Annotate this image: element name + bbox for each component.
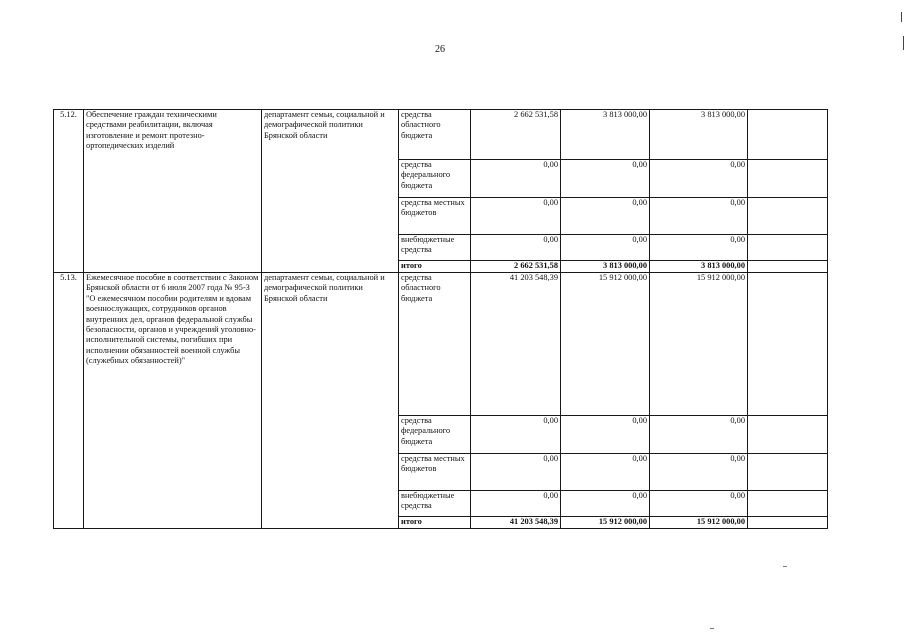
amount-year-2: 15 912 000,00 xyxy=(561,273,650,416)
row-index: 5.12. xyxy=(54,110,84,273)
amount-year-1: 41 203 548,39 xyxy=(471,273,561,416)
amount-year-2: 0,00 xyxy=(561,454,650,491)
empty-cell xyxy=(748,261,828,273)
amount-year-2: 0,00 xyxy=(561,198,650,235)
amount-year-3: 0,00 xyxy=(650,416,748,454)
row-index: 5.13. xyxy=(54,273,84,529)
amount-year-2: 0,00 xyxy=(561,491,650,517)
amount-year-1: 0,00 xyxy=(471,416,561,454)
empty-cell xyxy=(748,110,828,160)
funding-source: внебюджетные средства xyxy=(399,491,471,517)
measure-name: Ежемесячное пособие в соответствии с Законом Брянской области от 6 июля 2007 года № 95-З "О ежемесячном пособии родителям и вдовам военнослужащих, сотрудников органов внутренних дел, органов федеральной службы безопасности, органов и учреждений уголовно-исполнительной системы, погибших при исполнении обязанностей военной службы (служебных обязанностей)" xyxy=(84,273,262,529)
total-year-3: 3 813 000,00 xyxy=(650,261,748,273)
empty-cell xyxy=(748,198,828,235)
amount-year-1: 0,00 xyxy=(471,160,561,198)
funding-source: средства федерального бюджета xyxy=(399,416,471,454)
amount-year-1: 0,00 xyxy=(471,454,561,491)
total-year-1: 41 203 548,39 xyxy=(471,517,561,529)
amount-year-3: 0,00 xyxy=(650,160,748,198)
executor-name: департамент семьи, социальной и демографической политики Брянской области xyxy=(262,110,399,273)
amount-year-3: 15 912 000,00 xyxy=(650,273,748,416)
measure-name: Обеспечение граждан техническими средствами реабилитации, включая изготовление и ремонт протезно-ортопедических изделий xyxy=(84,110,262,273)
funding-source: средства местных бюджетов xyxy=(399,454,471,491)
empty-cell xyxy=(748,517,828,529)
total-label: итого xyxy=(399,517,471,529)
empty-cell xyxy=(748,235,828,261)
amount-year-1: 0,00 xyxy=(471,491,561,517)
total-year-2: 15 912 000,00 xyxy=(561,517,650,529)
amount-year-3: 0,00 xyxy=(650,491,748,517)
empty-cell xyxy=(748,491,828,517)
amount-year-3: 3 813 000,00 xyxy=(650,110,748,160)
empty-cell xyxy=(748,416,828,454)
table-row xyxy=(54,273,828,416)
amount-year-2: 0,00 xyxy=(561,235,650,261)
amount-year-1: 2 662 531,58 xyxy=(471,110,561,160)
empty-cell xyxy=(748,273,828,416)
table-row xyxy=(54,110,828,160)
funding-table xyxy=(53,109,828,529)
scan-speck xyxy=(783,566,787,567)
empty-cell xyxy=(748,454,828,491)
scan-edge-mark xyxy=(901,12,902,22)
amount-year-3: 0,00 xyxy=(650,198,748,235)
amount-year-1: 0,00 xyxy=(471,198,561,235)
amount-year-3: 0,00 xyxy=(650,235,748,261)
funding-source: средства федерального бюджета xyxy=(399,160,471,198)
amount-year-2: 0,00 xyxy=(561,416,650,454)
amount-year-2: 0,00 xyxy=(561,160,650,198)
scan-speck xyxy=(710,628,714,629)
amount-year-2: 3 813 000,00 xyxy=(561,110,650,160)
amount-year-3: 0,00 xyxy=(650,454,748,491)
scan-edge-mark xyxy=(903,36,904,50)
empty-cell xyxy=(748,160,828,198)
funding-source: средства местных бюджетов xyxy=(399,198,471,235)
executor-name: департамент семьи, социальной и демографической политики Брянской области xyxy=(262,273,399,529)
page-number: 26 xyxy=(435,44,445,55)
funding-source: внебюджетные средства xyxy=(399,235,471,261)
funding-source: средства областного бюджета xyxy=(399,273,471,416)
total-label: итого xyxy=(399,261,471,273)
total-year-3: 15 912 000,00 xyxy=(650,517,748,529)
funding-source: средства областного бюджета xyxy=(399,110,471,160)
amount-year-1: 0,00 xyxy=(471,235,561,261)
total-year-1: 2 662 531,58 xyxy=(471,261,561,273)
total-year-2: 3 813 000,00 xyxy=(561,261,650,273)
